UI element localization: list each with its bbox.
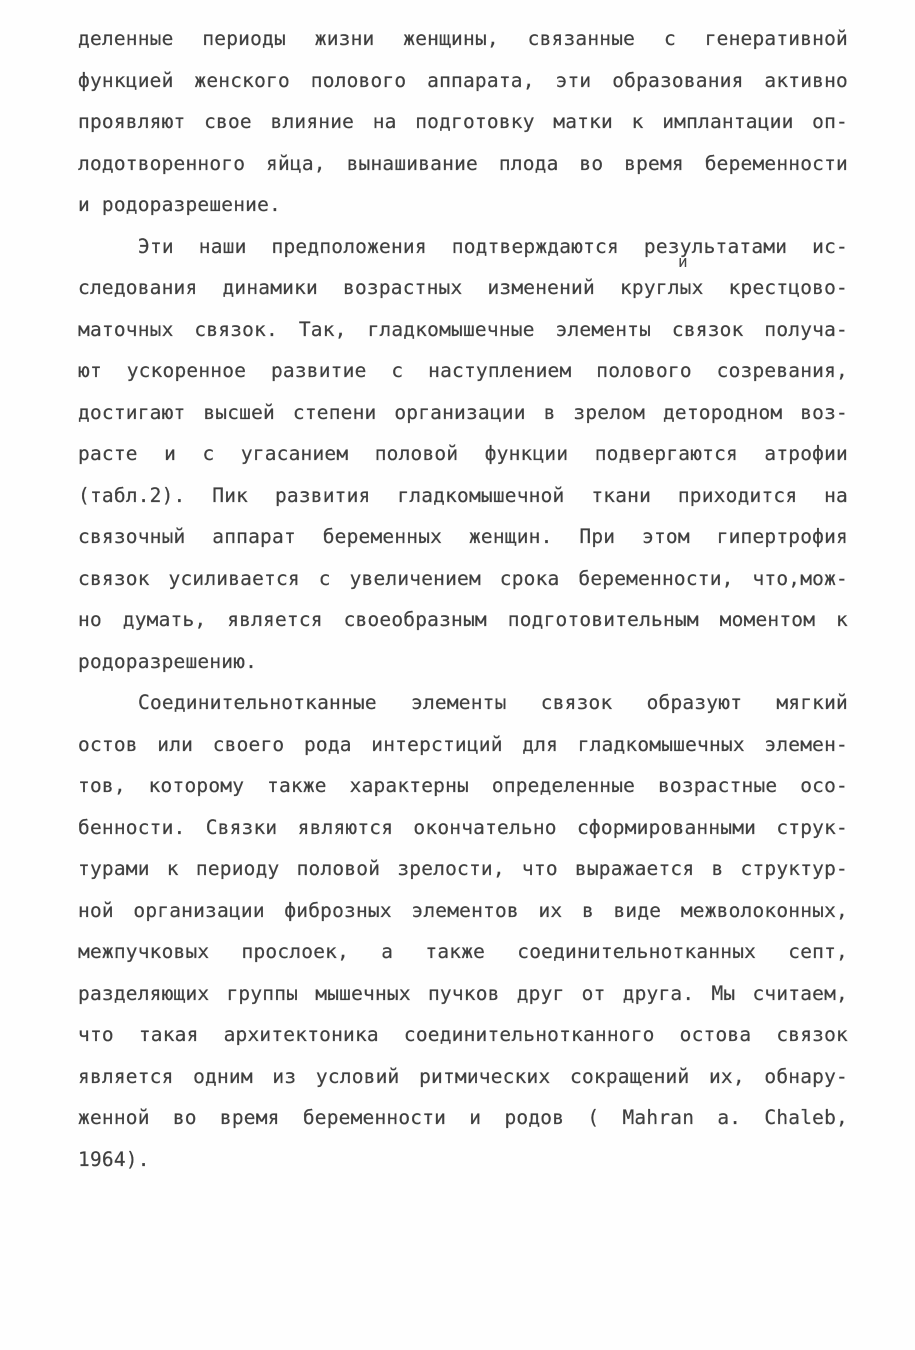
text-line: функцией женского полового аппарата, эти образования активно <box>78 68 848 92</box>
text-line: является одним из условий ритмических сокращений их, обнару- <box>78 1064 848 1088</box>
text-line: ют ускоренное развитие с наступлением полового созревания, <box>78 359 848 382</box>
text-line: родоразрешению. <box>78 649 258 673</box>
text-line: женной во время беременности и родов ( Mahran a. Chaleb, <box>78 1106 848 1129</box>
text-line: 1964). <box>78 1147 150 1171</box>
text-line: проявляют свое влияние на подготовку матки к имплантации оп- <box>78 110 848 133</box>
text-line: связок усиливается с увеличением срока беременности, что,мож- <box>78 566 848 590</box>
text-line: Соединительнотканные элементы связок образуют мягкий <box>138 691 848 714</box>
text-line: но думать, является своеобразным подготовительным моментом к <box>78 608 848 631</box>
text-line: (табл.2). Пик развития гладкомышечной ткани приходится на <box>78 483 848 507</box>
text-line: что такая архитектоника соединительнотканного остова связок <box>78 1023 848 1046</box>
body-text <box>78 18 848 1180</box>
text-line: маточных связок. Так, гладкомышечные элементы связок получа- <box>78 317 848 341</box>
text-line: и родоразрешение. <box>78 193 281 216</box>
text-line: расте и с угасанием половой функции подвергаются атрофии <box>78 442 848 465</box>
text-line: лодотворенного яйца, вынашивание плода во время беременности <box>78 151 848 175</box>
text-line: ной организации фиброзных элементов их в виде межволоконных, <box>78 898 848 922</box>
text-line: деленные периоды жизни женщины, связанные с генеративной <box>78 27 848 50</box>
text-line: связочный аппарат беременных женщин. При этом гипертрофия <box>78 525 848 548</box>
text-line: разделяющих группы мышечных пучков друг от друга. Мы считаем, <box>78 981 848 1005</box>
text-line: тов, которому также характерны определенные возрастные осо- <box>78 774 848 797</box>
text-line: межпучковых прослоек, а также соединительнотканных септ, <box>78 940 848 963</box>
text-line: остов или своего рода интерстиций для гладкомышечных элемен- <box>78 732 848 756</box>
text-line: достигают высшей степени организации в зрелом детородном воз- <box>78 400 848 424</box>
text-line: турами к периоду половой зрелости, что выражается в структур- <box>78 857 848 880</box>
text-line: следования динамики возрастных изменений круглых крестцово- <box>78 276 848 299</box>
text-line: Эти наши предположения подтверждаются результатами ис- <box>138 234 848 258</box>
handwritten-insertion: и <box>678 252 688 271</box>
text-line: бенности. Связки являются окончательно сформированными струк- <box>78 815 848 839</box>
